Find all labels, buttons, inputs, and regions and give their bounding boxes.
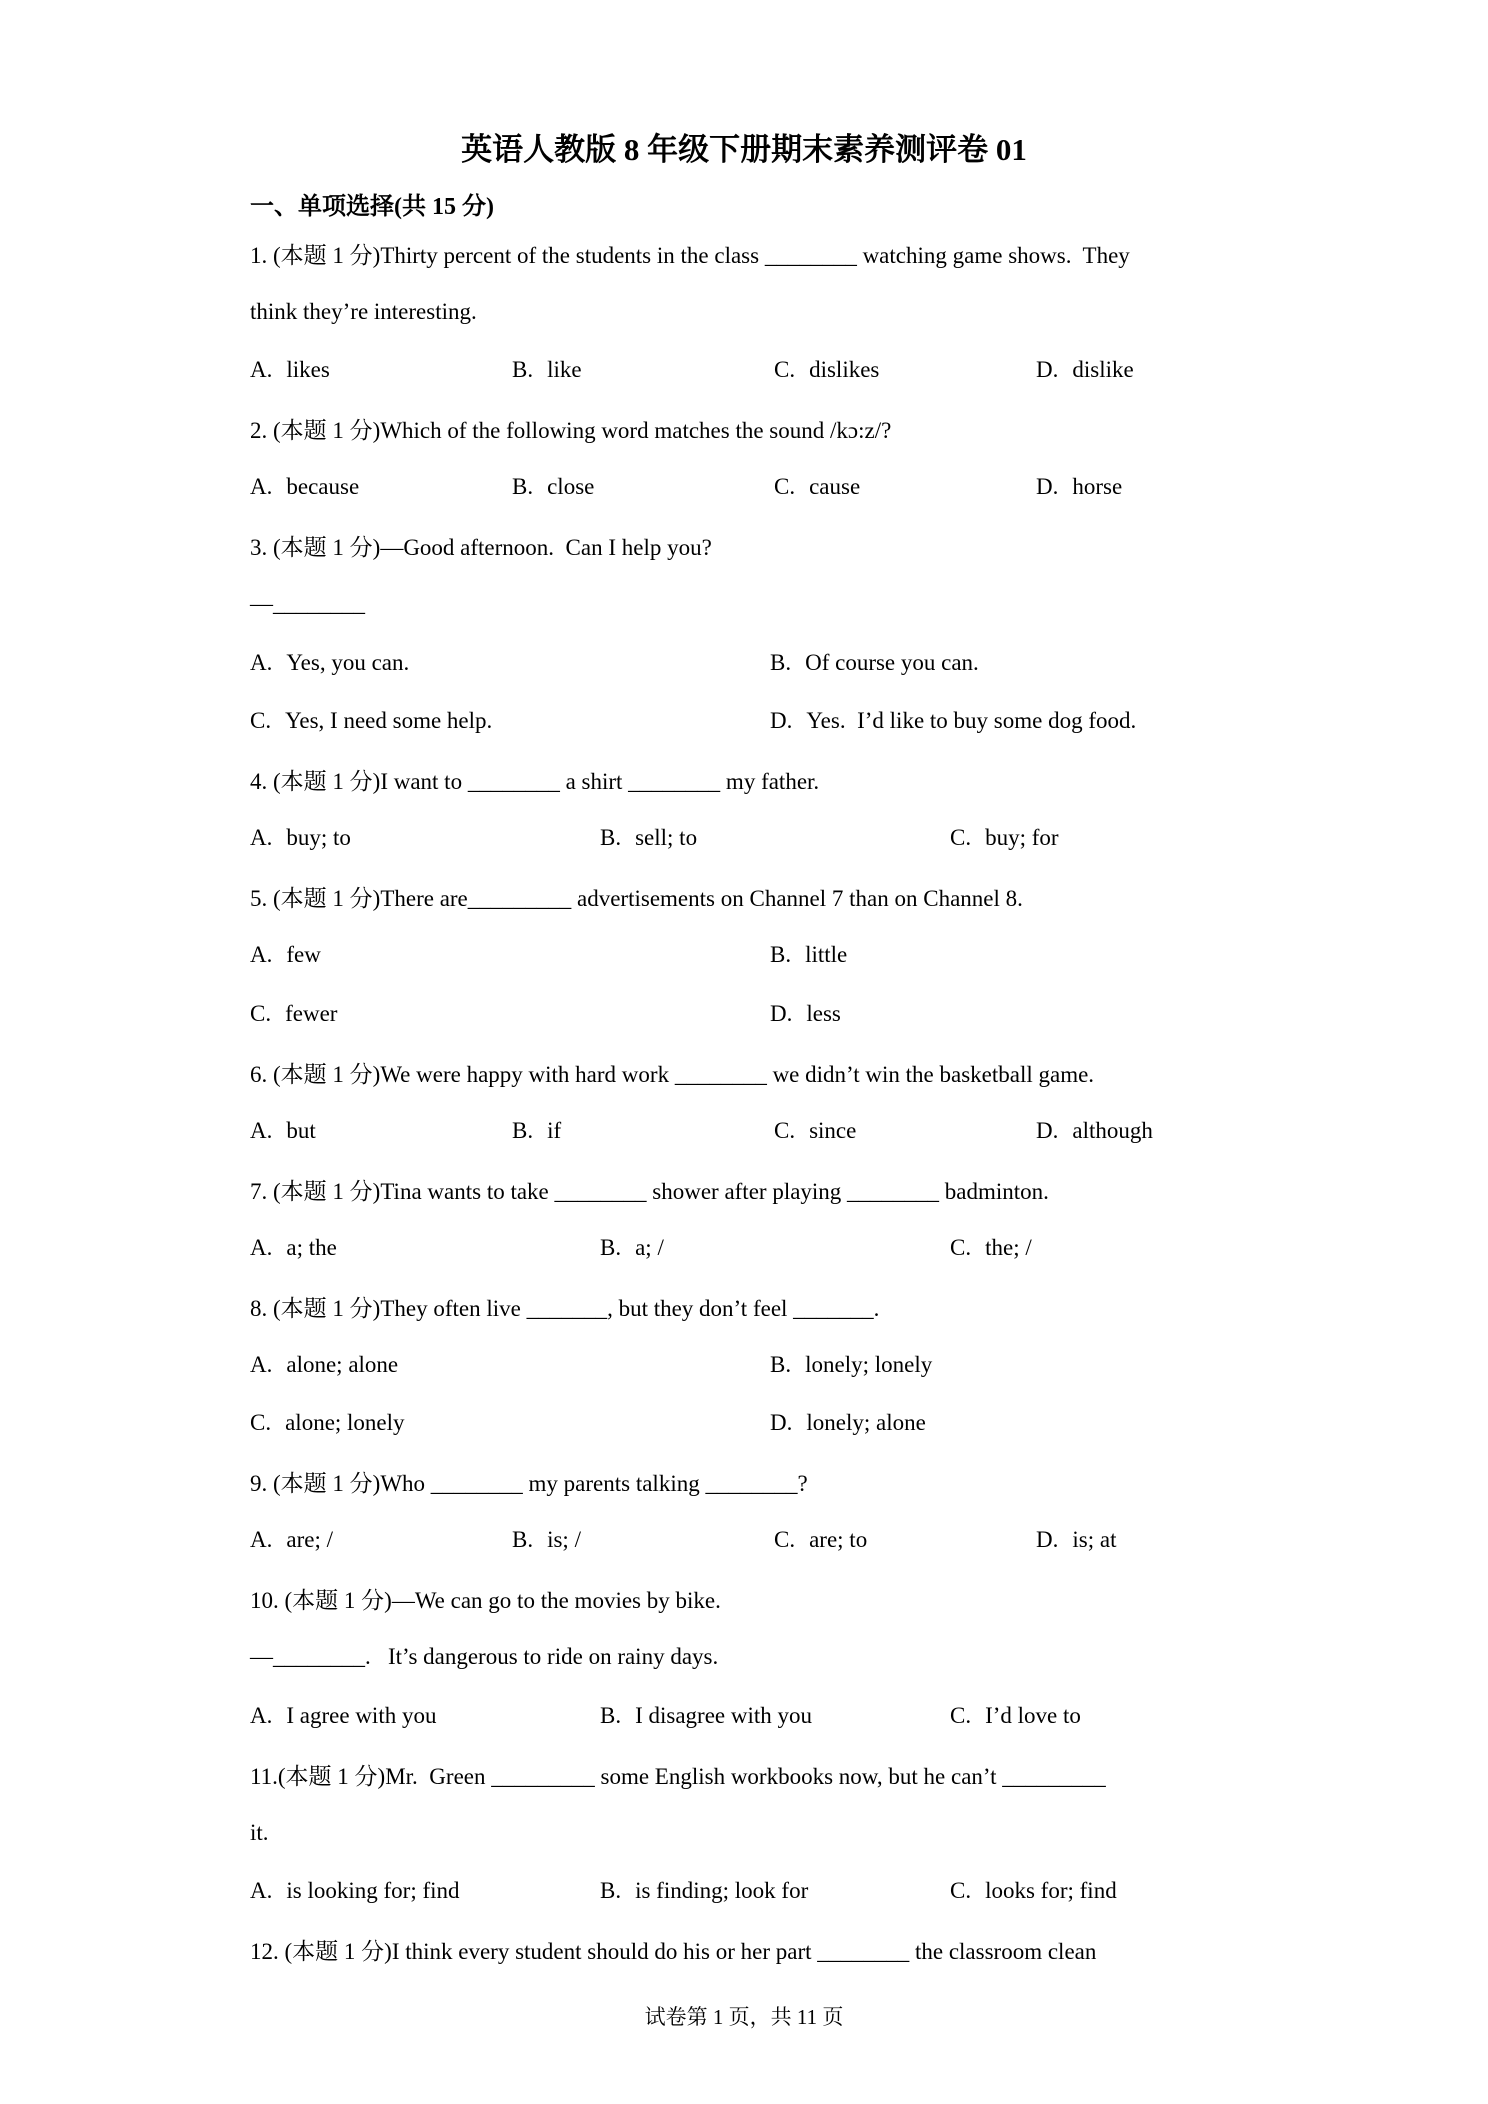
option-text: lonely; alone	[806, 1410, 926, 1436]
option-text: sell; to	[635, 825, 698, 851]
option-text: I disagree with you	[635, 1702, 813, 1728]
option-item	[250, 1527, 512, 1553]
option-item	[250, 1703, 600, 1729]
option-item	[1036, 1527, 1250, 1553]
option-text: looks for; find	[985, 1878, 1117, 1904]
option-text: like	[547, 357, 582, 383]
option-text: few	[286, 942, 321, 968]
question-text-line: 8. (本题 1 分)They often live _______, but they don’t feel _______.	[250, 1295, 880, 1321]
option-row	[250, 1219, 1250, 1278]
option-text: is; /	[547, 1527, 581, 1553]
question-text-line: think they’re interesting.	[250, 298, 477, 324]
option-item	[250, 1410, 770, 1436]
option-item	[600, 825, 950, 851]
option-item	[250, 1878, 600, 1904]
option-item	[770, 650, 1250, 676]
option-text: fewer	[285, 1000, 338, 1026]
option-row	[250, 985, 1250, 1044]
option-text: is; at	[1072, 1527, 1117, 1553]
question-text-line: 1. (本题 1 分)Thirty percent of the students in the class ________ watching game shows. They	[250, 242, 1130, 268]
option-text: Yes, I need some help.	[285, 708, 493, 734]
option-text: although	[1072, 1117, 1153, 1143]
option-text: are; /	[286, 1527, 333, 1553]
option-item	[250, 825, 600, 851]
option-item	[774, 357, 1036, 383]
option-label: C.	[250, 1000, 272, 1026]
question-text-line: 10. (本题 1 分)—We can go to the movies by bike.	[250, 1588, 721, 1614]
option-text: a; the	[286, 1234, 337, 1260]
option-item	[600, 1235, 950, 1261]
question-text-line: 11.(本题 1 分)Mr. Green _________ some English workbooks now, but he can’t _________	[250, 1763, 1106, 1789]
option-label: A.	[250, 1702, 273, 1728]
option-item	[250, 708, 770, 734]
option-text: lonely; lonely	[805, 1351, 933, 1377]
option-label: B.	[512, 1527, 534, 1553]
option-item	[770, 1352, 1250, 1378]
question-text-line: —________. It’s dangerous to ride on rainy days.	[250, 1644, 719, 1670]
option-row	[250, 1102, 1250, 1161]
option-text: likes	[286, 357, 330, 383]
option-text: I’d love to	[985, 1702, 1081, 1728]
option-label: B.	[770, 649, 792, 675]
question-text-line: 5. (本题 1 分)There are_________ advertisements on Channel 7 than on Channel 8.	[250, 886, 1023, 912]
option-label: C.	[774, 357, 796, 383]
option-text: dislikes	[809, 357, 880, 383]
option-row	[250, 1511, 1250, 1570]
option-text: Of course you can.	[805, 649, 979, 675]
question-text-line: 2. (本题 1 分)Which of the following word matches the sound /kɔ:z/?	[250, 418, 892, 444]
option-label: B.	[600, 1234, 622, 1260]
question-text-line: 9. (本题 1 分)Who ________ my parents talking ________?	[250, 1471, 808, 1497]
option-item	[512, 1118, 774, 1144]
option-label: C.	[950, 1234, 972, 1260]
option-label: A.	[250, 357, 273, 383]
option-text: less	[806, 1000, 841, 1026]
option-text: is finding; look for	[635, 1878, 809, 1904]
option-item	[774, 1527, 1036, 1553]
option-label: A.	[250, 474, 273, 500]
option-item	[770, 1001, 1250, 1027]
option-label: A.	[250, 1878, 273, 1904]
option-label: C.	[950, 825, 972, 851]
option-text: little	[805, 942, 848, 968]
option-text: because	[286, 474, 360, 500]
option-text: Yes, you can.	[286, 649, 410, 675]
option-item	[1036, 357, 1250, 383]
option-item	[250, 650, 770, 676]
option-label: D.	[770, 708, 793, 734]
option-label: D.	[1036, 1117, 1059, 1143]
option-row	[250, 809, 1250, 868]
section-heading: 一、单项选择(共 15 分)	[250, 194, 494, 220]
option-label: D.	[1036, 474, 1059, 500]
question-text-line: it.	[250, 1819, 269, 1845]
option-label: C.	[950, 1878, 972, 1904]
option-text: dislike	[1072, 357, 1134, 383]
option-row	[250, 458, 1250, 517]
option-label: B.	[512, 1117, 534, 1143]
question-lines	[250, 224, 1250, 1979]
option-label: A.	[250, 649, 273, 675]
option-row	[250, 926, 1250, 985]
option-item	[600, 1878, 950, 1904]
question-text-line: 3. (本题 1 分)—Good afternoon. Can I help you?	[250, 535, 712, 561]
option-item	[950, 1235, 1250, 1261]
option-label: B.	[600, 1702, 622, 1728]
option-text: close	[547, 474, 595, 500]
question-text-line: —________	[250, 591, 365, 617]
option-item	[250, 1235, 600, 1261]
option-item	[770, 942, 1250, 968]
option-item	[512, 357, 774, 383]
option-row	[250, 1862, 1250, 1921]
option-text: I agree with you	[286, 1702, 437, 1728]
option-label: B.	[512, 357, 534, 383]
option-label: C.	[250, 708, 272, 734]
option-text: buy; to	[286, 825, 351, 851]
option-label: B.	[600, 825, 622, 851]
option-item	[950, 1878, 1250, 1904]
question-text-line: 7. (本题 1 分)Tina wants to take ________ shower after playing ________ badminton.	[250, 1178, 1049, 1204]
option-text: but	[286, 1117, 316, 1143]
option-item	[250, 942, 770, 968]
option-label: C.	[774, 474, 796, 500]
option-item	[250, 1001, 770, 1027]
option-label: C.	[250, 1410, 272, 1436]
option-label: D.	[1036, 1527, 1059, 1553]
question-text-line: 12. (本题 1 分)I think every student should do his or her part ________ the classroom clean	[250, 1939, 1097, 1965]
option-label: B.	[770, 1351, 792, 1377]
option-text: the; /	[985, 1234, 1032, 1260]
option-text: horse	[1072, 474, 1123, 500]
option-text: are; to	[809, 1527, 868, 1553]
option-text: alone; alone	[286, 1351, 399, 1377]
option-text: alone; lonely	[285, 1410, 405, 1436]
option-item	[512, 474, 774, 500]
option-text: if	[547, 1117, 562, 1143]
option-item	[600, 1703, 950, 1729]
option-label: C.	[774, 1117, 796, 1143]
option-label: A.	[250, 1117, 273, 1143]
option-row	[250, 1394, 1250, 1453]
option-label: B.	[600, 1878, 622, 1904]
option-row	[250, 692, 1250, 751]
option-item	[774, 1118, 1036, 1144]
option-label: D.	[1036, 357, 1059, 383]
option-text: since	[809, 1117, 857, 1143]
option-item	[950, 1703, 1250, 1729]
option-item	[512, 1527, 774, 1553]
option-label: A.	[250, 825, 273, 851]
question-text-line: 4. (本题 1 分)I want to ________ a shirt ________ my father.	[250, 769, 820, 795]
option-text: a; /	[635, 1234, 664, 1260]
option-label: C.	[774, 1527, 796, 1553]
option-item	[250, 1352, 770, 1378]
option-label: B.	[512, 474, 534, 500]
option-label: A.	[250, 1234, 273, 1260]
option-text: is looking for; find	[286, 1878, 460, 1904]
option-row	[250, 1336, 1250, 1395]
question-text-line: 6. (本题 1 分)We were happy with hard work ________ we didn’t win the basketball game.	[250, 1061, 1095, 1087]
option-label: A.	[250, 1527, 273, 1553]
option-item	[1036, 1118, 1250, 1144]
option-label: D.	[770, 1410, 793, 1436]
option-row	[250, 634, 1250, 693]
option-label: C.	[950, 1702, 972, 1728]
option-item	[250, 357, 512, 383]
option-item	[250, 1118, 512, 1144]
page-number-footer: 试卷第 1 页，共 11 页	[644, 2005, 844, 2029]
option-item	[950, 825, 1250, 851]
option-item	[1036, 474, 1250, 500]
option-item	[250, 474, 512, 500]
option-label: A.	[250, 942, 273, 968]
option-row	[250, 1687, 1250, 1746]
option-label: D.	[770, 1000, 793, 1026]
option-text: cause	[809, 474, 861, 500]
option-row	[250, 341, 1250, 400]
option-label: B.	[770, 942, 792, 968]
option-text: buy; for	[985, 825, 1059, 851]
page-title: 英语人教版 8 年级下册期末素养测评卷 01	[461, 132, 1027, 167]
option-item	[770, 708, 1250, 734]
option-item	[774, 474, 1036, 500]
option-label: A.	[250, 1351, 273, 1377]
option-text: Yes. I’d like to buy some dog food.	[806, 708, 1137, 734]
option-item	[770, 1410, 1250, 1436]
